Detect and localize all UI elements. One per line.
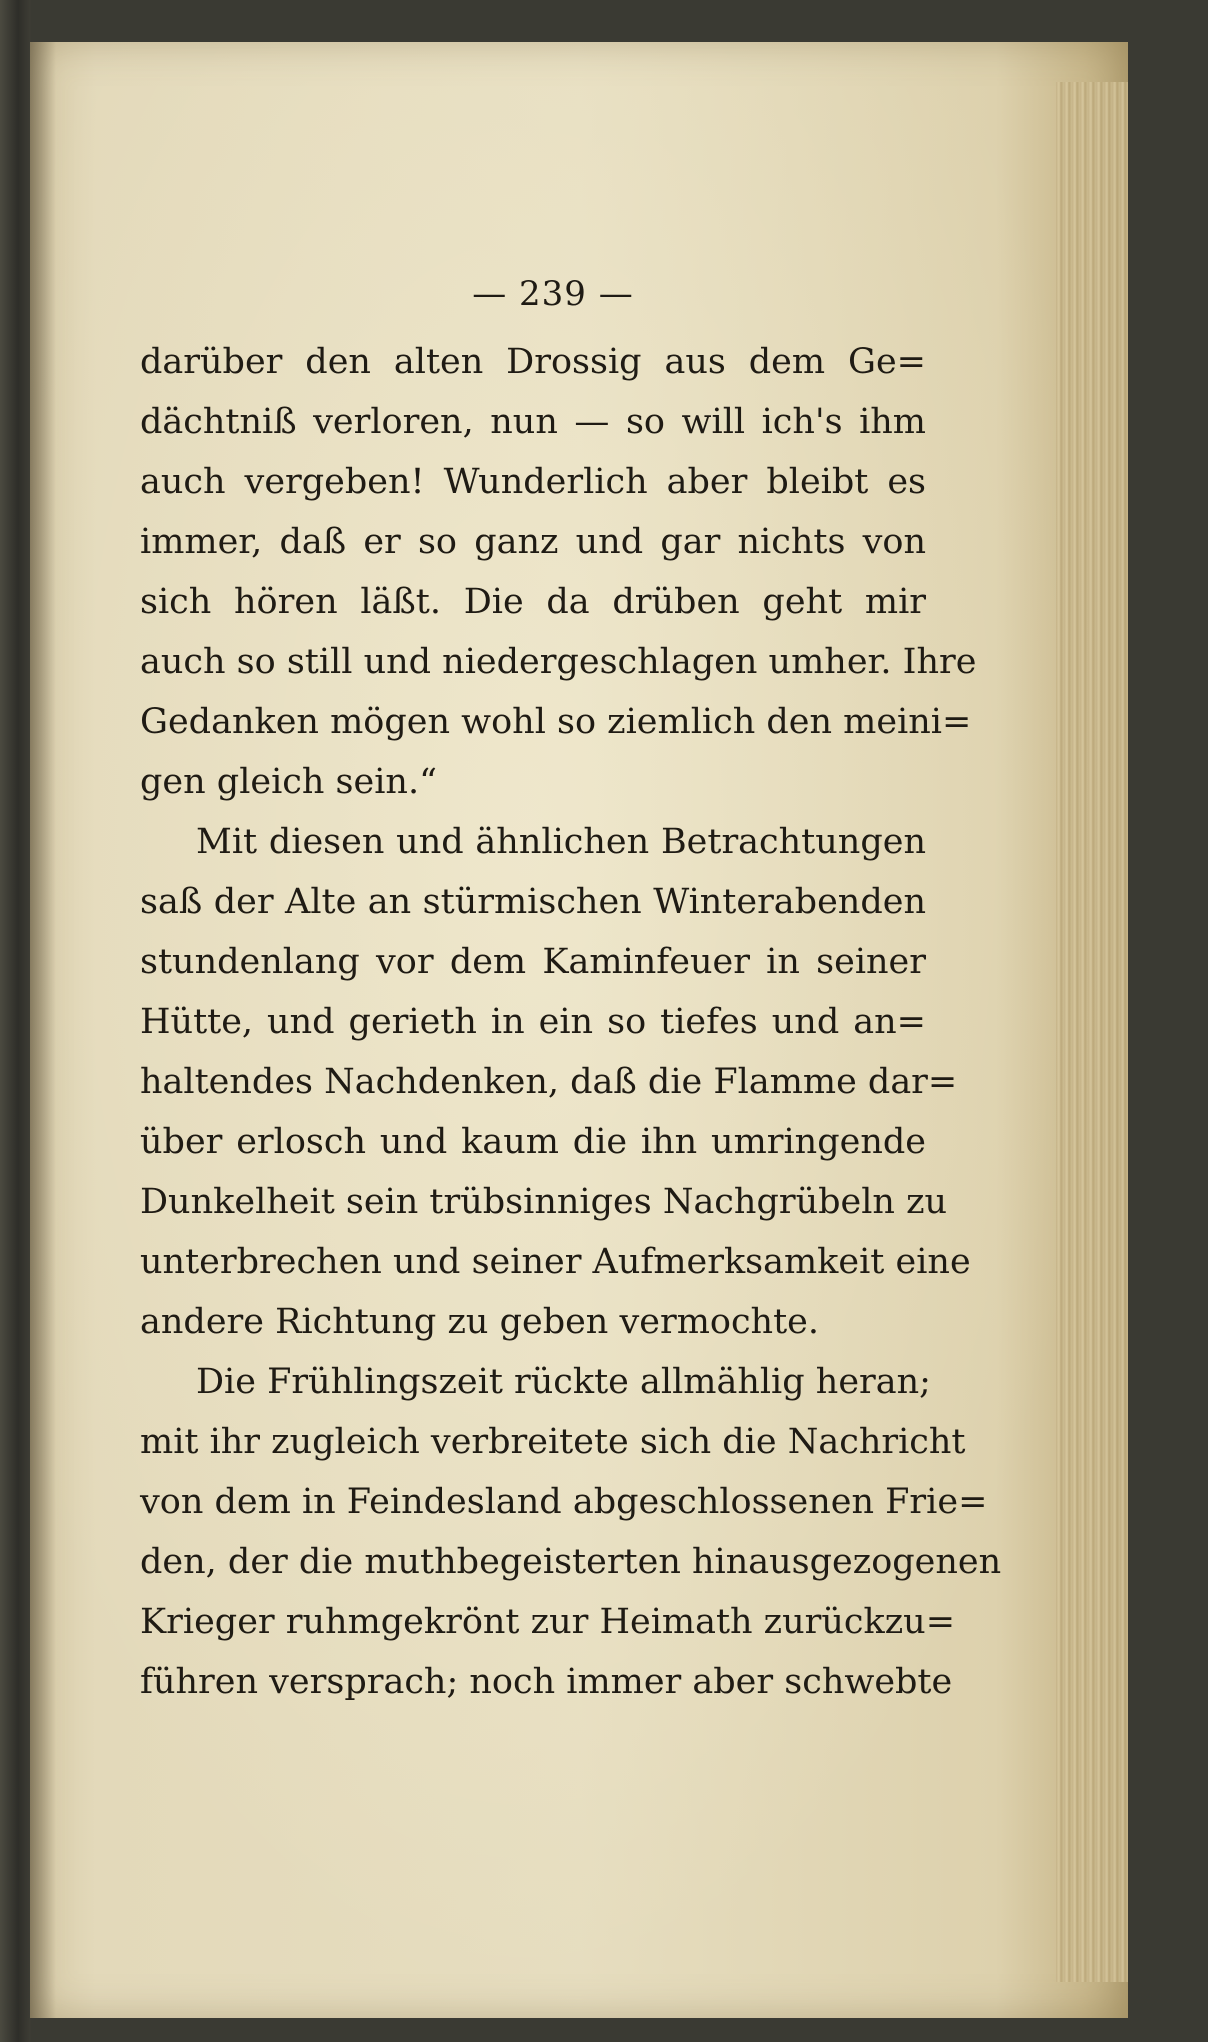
page-edges	[1056, 82, 1128, 1982]
text-line: den, der die muthbegeisterten hinausgezogenen	[140, 1542, 1002, 1582]
text-line: unterbrechen und seiner Aufmerksamkeit eine	[140, 1242, 971, 1282]
text-line: darüber den alten Drossig aus dem Ge=	[140, 342, 926, 382]
text-line: Gedanken mögen wohl so ziemlich den meini=	[140, 702, 972, 742]
page-content	[140, 274, 1002, 1712]
text-line: Krieger ruhmgekrönt zur Heimath zurückzu=	[140, 1602, 956, 1642]
text-line: über erlosch und kaum die ihn umringende	[140, 1122, 926, 1162]
text-line: Dunkelheit sein trübsinniges Nachgrübeln zu	[140, 1182, 948, 1222]
spine-shadow	[30, 42, 56, 2018]
text-line: immer, daß er so ganz und gar nichts von	[140, 522, 926, 562]
text-line: mit ihr zugleich verbreitete sich die Nachricht	[140, 1422, 966, 1462]
text-line: stundenlang vor dem Kaminfeuer in seiner	[140, 942, 926, 982]
text-line: auch vergeben! Wunderlich aber bleibt es	[140, 462, 926, 502]
text-line: Hütte, und gerieth in ein so tiefes und an=	[140, 1002, 926, 1042]
text-line: andere Richtung zu geben vermochte.	[140, 1302, 819, 1342]
text-line: saß der Alte an stürmischen Winterabenden	[140, 882, 926, 922]
text-line: Mit diesen und ähnlichen Betrachtungen	[196, 822, 926, 862]
text-line: dächtniß verloren, nun — so will ich's ihm	[140, 402, 926, 442]
paragraph-1	[140, 332, 977, 812]
page-number: — 239 —	[472, 274, 634, 314]
text-line: Die Frühlingszeit rückte allmählig heran;	[196, 1362, 931, 1402]
book-page	[30, 42, 1128, 2018]
paragraph-2	[140, 812, 971, 1352]
text-line: gen gleich sein.“	[140, 762, 437, 802]
text-line: von dem in Feindesland abgeschlossenen Frie=	[140, 1482, 988, 1522]
text-line: auch so still und niedergeschlagen umher. Ihre	[140, 642, 977, 682]
text-line: sich hören läßt. Die da drüben geht mir	[140, 582, 926, 622]
paragraph-3	[140, 1352, 1002, 1712]
text-line: haltendes Nachdenken, daß die Flamme dar=	[140, 1062, 958, 1102]
text-line: führen versprach; noch immer aber schwebte	[140, 1662, 953, 1702]
